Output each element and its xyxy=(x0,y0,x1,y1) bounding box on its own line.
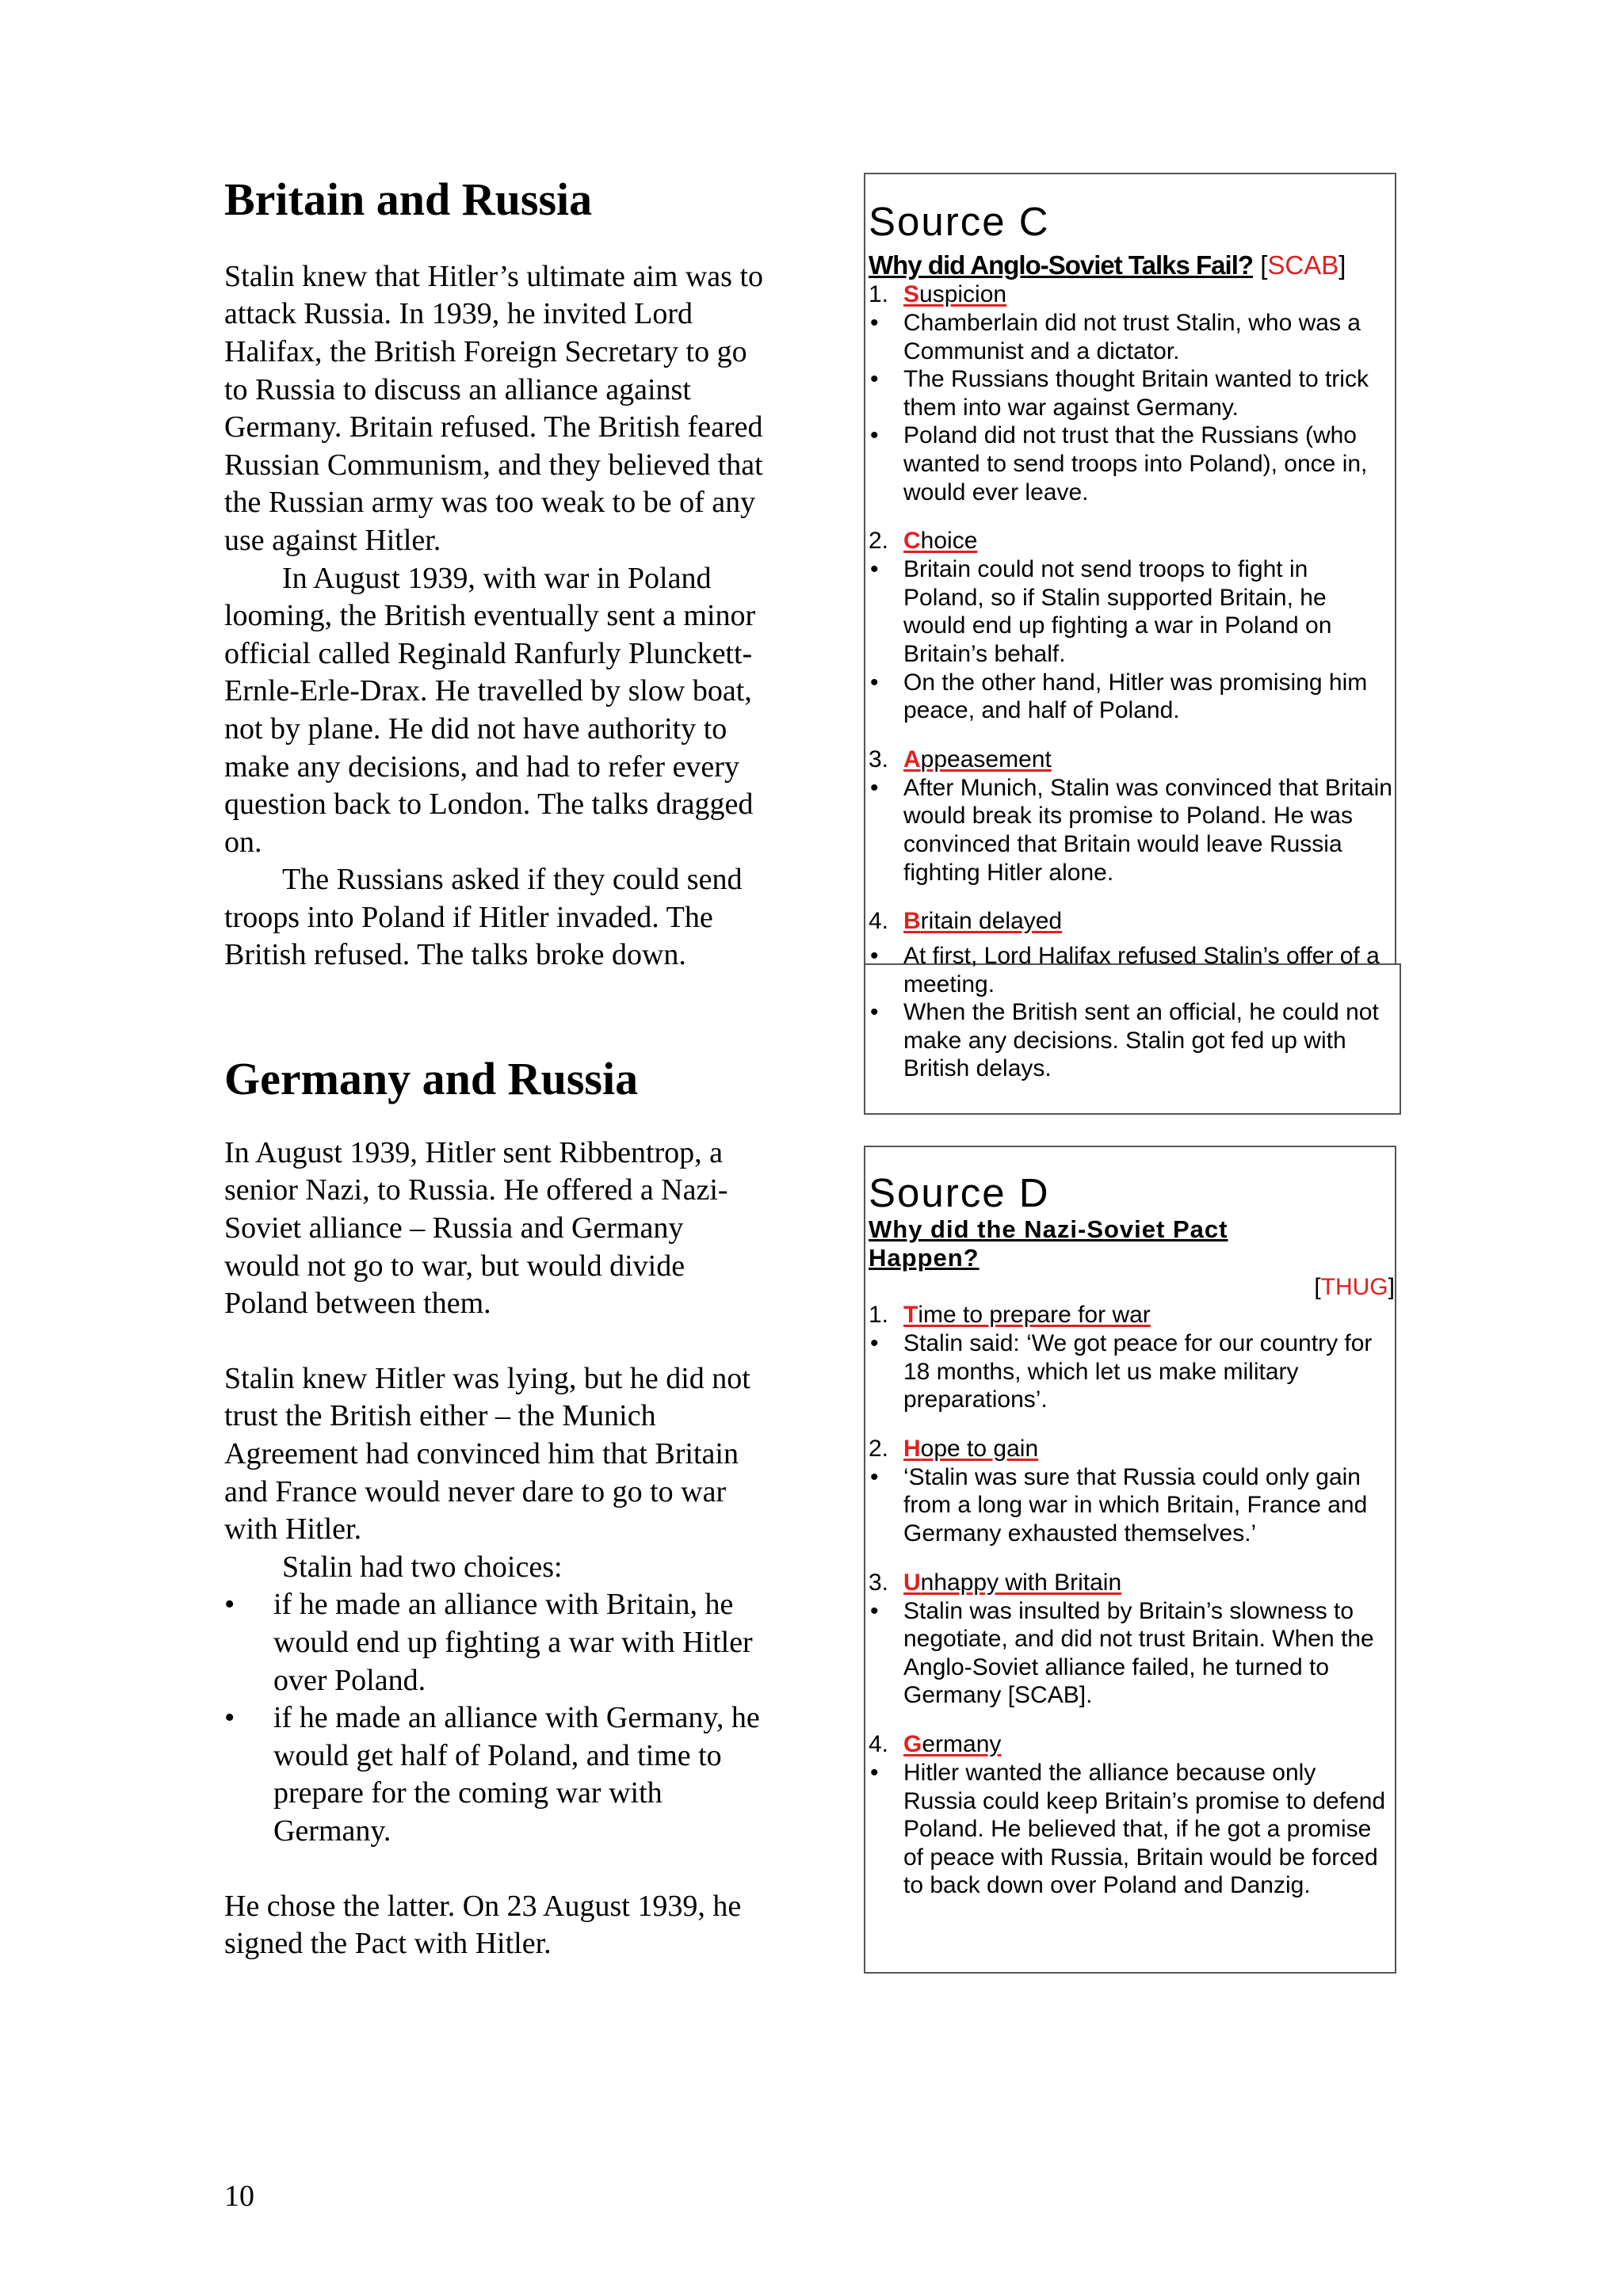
list-item: • Stalin said: ‘We got peace for our country for 18 months, which let us make military preparations’. xyxy=(869,1329,1395,1414)
bullet-icon: • xyxy=(224,1701,235,1735)
source-c xyxy=(869,200,1395,1083)
paragraph-4: In August 1939, Hitler sent Ribbentrop, a senior Nazi, to Russia. He offered a Nazi-Soviet alliance – Russia and Germany would not go to war, but would divide Poland between them. xyxy=(224,1135,728,1321)
list-item: • When the British sent an official, he could not make any decisions. Stalin got fed up with British delays. xyxy=(869,998,1395,1083)
paragraph-6: Stalin had two choices: xyxy=(282,1550,563,1584)
bullet-icon: • xyxy=(224,1588,235,1622)
source-d xyxy=(869,1171,1395,1900)
source-d-acronym: THUG xyxy=(1320,1274,1388,1300)
source-d-title: Source D xyxy=(869,1170,1050,1215)
list-item: • Stalin was insulted by Britain’s slowness to negotiate, and did not trust Britain. When the Anglo-Soviet alliance failed, he turned to Germany [SCAB]. xyxy=(869,1597,1395,1710)
source-d-acronym-line: [THUG] xyxy=(1314,1274,1395,1300)
main-text-column xyxy=(224,174,763,1963)
choices-list xyxy=(224,1586,763,1850)
source-d-section-4: 4. Germany • Hitler wanted the alliance because only Russia could keep Britain’s promise to defend Poland. He believed that, if he got a promise of peace with Russia, Britain would be forced to back down over Poland and Danzig. xyxy=(869,1730,1395,1900)
list-item: • Hitler wanted the alliance because only Russia could keep Britain’s promise to defend Poland. He believed that, if he got a promise of peace with Russia, Britain would be forced to back down over Poland and Danzig. xyxy=(869,1759,1395,1900)
source-d-section-2: 2. Hope to gain • ‘Stalin was sure that Russia could only gain from a long war in which Britain, France and Germany exhausted themselves.’ xyxy=(869,1435,1395,1548)
source-c-section-4: 4. Britain delayed • At first, Lord Halifax refused Stalin’s offer of a meeting. • When the British sent an official, he could not make any decisions. Stalin got fed up with British delays. xyxy=(869,907,1395,1083)
paragraph-7: He chose the latter. On 23 August 1939, he signed the Pact with Hitler. xyxy=(224,1889,742,1961)
list-item: • At first, Lord Halifax refused Stalin’s offer of a meeting. xyxy=(869,942,1395,998)
list-item: • Chamberlain did not trust Stalin, who was a Communist and a dictator. xyxy=(869,309,1395,365)
source-c-section-2: 2. Choice • Britain could not send troops to fight in Poland, so if Stalin supported Britain, he would end up fighting a war in Poland on Britain’s behalf. • On the other hand, Hitler was promising him peace, and half of Poland. xyxy=(869,527,1395,725)
heading-germany-and-russia: Germany and Russia xyxy=(224,1053,639,1105)
paragraph-5: Stalin knew Hitler was lying, but he did not trust the British either – the Munich Agreement had convinced him that Britain and France would never dare to go to war with Hitler. xyxy=(224,1361,750,1547)
list-item: • ‘Stalin was sure that Russia could only gain from a long war in which Britain, France and Germany exhausted themselves.’ xyxy=(869,1463,1395,1548)
list-item: • Britain could not send troops to fight in Poland, so if Stalin supported Britain, he would end up fighting a war in Poland on Britain’s behalf. xyxy=(869,555,1395,668)
source-c-section-1: 1. Suspicion • Chamberlain did not trust Stalin, who was a Communist and a dictator. • The Russians thought Britain wanted to trick them into war against Germany. • Poland did not trust that the Russians (who wanted to send troops into Poland), once in, would ever leave. xyxy=(869,280,1395,506)
page-number: 10 xyxy=(224,2180,254,2213)
source-d-section-3: 3. Unhappy with Britain • Stalin was insulted by Britain’s slowness to negotiate, and did not trust Britain. When the Anglo-Soviet alliance failed, he turned to Germany [SCAB]. xyxy=(869,1569,1395,1710)
list-item: • On the other hand, Hitler was promising him peace, and half of Poland. xyxy=(869,669,1395,725)
list-item: • if he made an alliance with Britain, he would end up fighting a war with Hitler over Poland. xyxy=(224,1588,753,1697)
source-d-section-1: 1. Time to prepare for war • Stalin said: ‘We got peace for our country for 18 months, which let us make military preparations’. xyxy=(869,1301,1395,1414)
source-c-acronym: SCAB xyxy=(1267,250,1339,280)
source-c-question-line: Why did Anglo-Soviet Talks Fail? [SCAB] xyxy=(869,250,1346,280)
source-c-question: Why did Anglo-Soviet Talks Fail? xyxy=(869,250,1254,280)
list-item: • Poland did not trust that the Russians (who wanted to send troops into Poland), once in, would ever leave. xyxy=(869,421,1395,506)
source-c-title: Source C xyxy=(869,199,1050,244)
paragraph-3: The Russians asked if they could send troops into Poland if Hitler invaded. The British refused. The talks broke down. xyxy=(224,863,743,972)
source-d-question: Why did the Nazi-Soviet Pact Happen? xyxy=(869,1215,1228,1272)
list-item: • if he made an alliance with Germany, he would get half of Poland, and time to prepare for the coming war with Germany. xyxy=(224,1701,760,1848)
heading-britain-and-russia: Britain and Russia xyxy=(224,174,593,225)
list-item: • After Munich, Stalin was convinced that Britain would break its promise to Poland. He was convinced that Britain would leave Russia fighting Hitler alone. xyxy=(869,774,1395,887)
paragraph-1: Stalin knew that Hitler’s ultimate aim was to attack Russia. In 1939, he invited Lord Halifax, the British Foreign Secretary to go to Russia to discuss an alliance against Germany. Britain refused. The British feared Russian Communism, and they believed that the Russian army was too weak to be of any use against Hitler. xyxy=(224,259,764,557)
paragraph-2: In August 1939, with war in Poland looming, the British eventually sent a minor official called Reginald Ranfurly Plunckett-Ernle-Erle-Drax. He travelled by slow boat, not by plane. He did not have authority to make any decisions, and had to refer every question back to London. The talks dragged on. xyxy=(224,561,756,859)
source-c-section-3: 3. Appeasement • After Munich, Stalin was convinced that Britain would break its promise to Poland. He was convinced that Britain would leave Russia fighting Hitler alone. xyxy=(869,746,1395,887)
list-item: • The Russians thought Britain wanted to trick them into war against Germany. xyxy=(869,365,1395,421)
